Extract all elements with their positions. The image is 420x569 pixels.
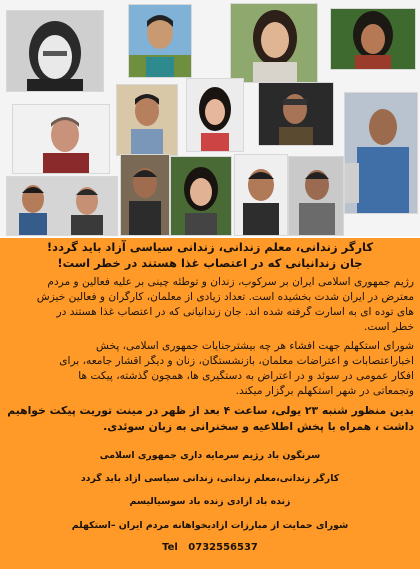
portrait-photo xyxy=(120,154,170,236)
paragraph-2-line: افکار عمومی در سوئد و در اعتراض به دستگیری ها، همچون گذشته، پیکت ها xyxy=(78,370,414,382)
statement-panel xyxy=(0,238,420,569)
tel-number: 0732556537 xyxy=(188,542,258,553)
portrait-photo xyxy=(12,104,110,174)
portrait-photo xyxy=(230,3,318,83)
paragraph-1-line: های توده ای به اسارت گرفته شده اند. جان زندانیانی که در اعتصاب غذا هستند در xyxy=(56,306,414,318)
headline-line-2: جان زندانیانی که در اعتصاب غذا هستند در خطر است! xyxy=(57,256,363,270)
paragraph-2-line: وتجمعاتی در شهر استکهلم برگزار میکند. xyxy=(235,385,414,397)
paragraph-1-line: معترض در ایران شدت بخشیده است. تعداد زیادی از معلمان، کارگران و فعالین خیزش xyxy=(36,291,414,303)
slogan-line: زنده باد آزادی زنده باد سوسیالیسم xyxy=(129,496,291,507)
portrait-photo xyxy=(288,156,344,236)
portrait-photo xyxy=(116,84,178,156)
portrait-photo xyxy=(186,78,244,152)
portrait-photo xyxy=(234,154,288,236)
organizer-line: شورای حمایت از مبارزات آزادیخواهانه مردم ایران –استکهلم xyxy=(71,520,349,531)
paragraph-1-line: خطر است. xyxy=(363,321,414,333)
portrait-photo xyxy=(6,176,118,236)
portrait-collage xyxy=(0,0,420,236)
tel-label: Tel xyxy=(162,542,178,553)
paragraph-1-line: رژیم جمهوری اسلامی ایران بر سرکوب، زندان و توطئه چینی بر علیه فعالین و مردم xyxy=(47,276,414,288)
slogan-line: سرنگون باد رژیم سرمایه داری جمهوری اسلامی xyxy=(99,450,321,461)
headline-line-1: کارگر زندانی، معلم زندانی، زندانی سیاسی آزاد باید گردد! xyxy=(46,240,374,254)
portrait-photo xyxy=(330,8,416,70)
portrait-photo xyxy=(128,4,192,78)
slogan-line: کارگر زندانی،معلم زندانی، زندانی سیاسی آزاد باید گردد xyxy=(80,473,340,484)
paragraph-2-line: اخباراعتصابات و اعتراضات معلمان، بازنشستگان، زنان و دیگر اقشار جامعه، برای xyxy=(59,355,414,367)
portrait-photo xyxy=(258,82,334,146)
portrait-photo xyxy=(170,156,232,236)
portrait-photo xyxy=(344,92,418,214)
contact-phone xyxy=(6,542,414,553)
announcement-line: داشت ، همراه با پخش اطلاعیه و سخنرانی به زبان سوئدی. xyxy=(103,420,414,433)
announcement-line: بدین منظور شنبه ۲۳ یولی، ساعت ۴ بعد از ظهر در مینت توریت پیکت خواهیم xyxy=(7,404,414,417)
portrait-photo xyxy=(6,10,104,92)
paragraph-2-line: شورای استکهلم جهت افشاء هر چه بیشترجنایات جمهوری اسلامی، پخش xyxy=(95,340,414,352)
